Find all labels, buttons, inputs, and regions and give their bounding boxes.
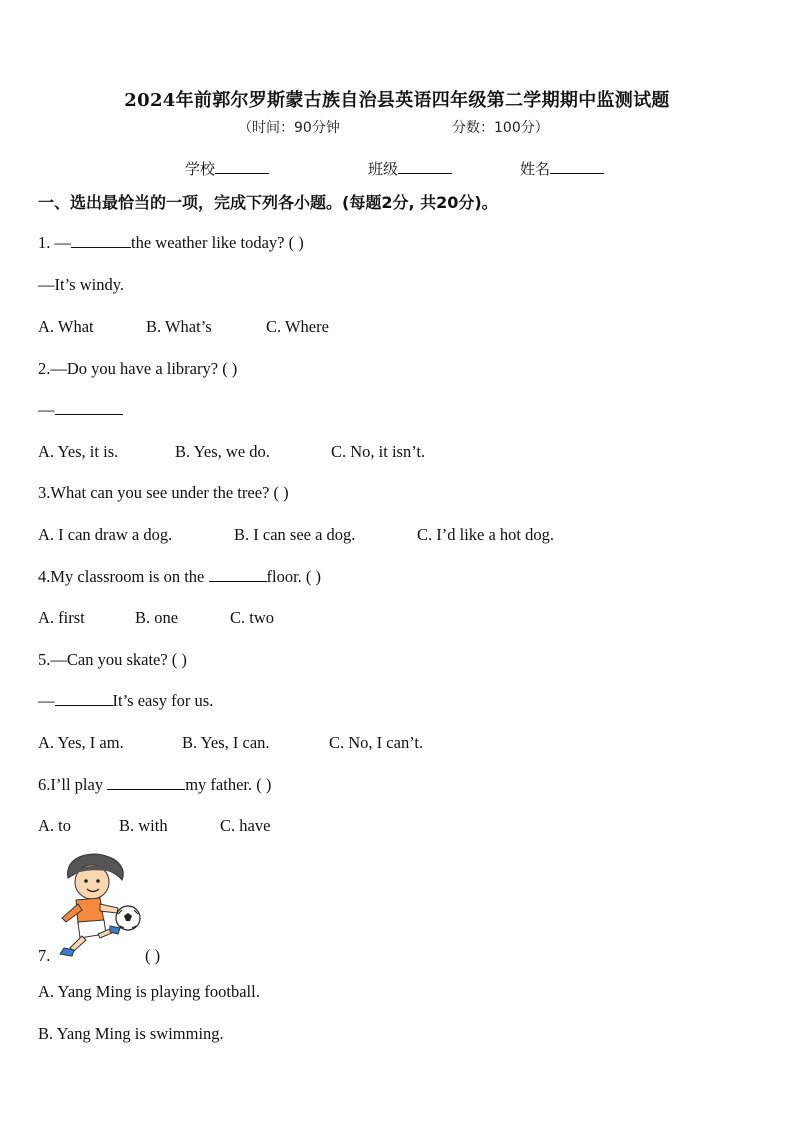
q1-option-c[interactable]: C. Where — [266, 317, 329, 336]
question-7-number: 7. — [38, 946, 51, 965]
q3-option-a[interactable]: A. I can draw a dog. — [38, 525, 173, 544]
q2-reply-dash: — — [38, 400, 55, 419]
q1-option-a[interactable]: A. What — [38, 317, 94, 336]
q5-option-a[interactable]: A. Yes, I am. — [38, 733, 124, 752]
question-6 — [38, 775, 271, 795]
q1-text: the weather like today? ( ) — [131, 233, 304, 252]
q6-option-b[interactable]: B. with — [119, 816, 168, 835]
q1-blank[interactable] — [71, 233, 131, 248]
q6-suffix: my father. ( ) — [185, 775, 272, 794]
boy-playing-football-image — [48, 848, 148, 960]
q5-option-c[interactable]: C. No, I can’t. — [329, 733, 424, 752]
q4-suffix: floor. ( ) — [266, 567, 322, 586]
school-blank[interactable] — [215, 159, 269, 174]
q1-option-b[interactable]: B. What’s — [146, 317, 212, 336]
q5-option-b[interactable]: B. Yes, I can. — [182, 733, 270, 752]
q2-reply — [38, 400, 123, 420]
q2-option-a[interactable]: A. Yes, it is. — [38, 442, 119, 461]
q5-blank[interactable] — [55, 691, 113, 706]
q5-reply-dash: — — [38, 691, 55, 710]
q6-option-a[interactable]: A. to — [38, 816, 71, 835]
q3-option-c[interactable]: C. I’d like a hot dog. — [417, 525, 555, 544]
question-3: 3.What can you see under the tree? ( ) — [38, 483, 289, 502]
exam-score: 分数：100分） — [452, 120, 549, 136]
question-5: 5.—Can you skate? ( ) — [38, 650, 187, 669]
name-label: 姓名 — [520, 160, 551, 178]
q1-reply: —It’s windy. — [38, 275, 125, 294]
q1-prefix: 1. — — [38, 233, 71, 252]
class-label: 班级 — [368, 160, 399, 178]
question-2: 2.—Do you have a library? ( ) — [38, 359, 238, 378]
q5-reply-text: It’s easy for us. — [112, 691, 214, 710]
q3-option-b[interactable]: B. I can see a dog. — [234, 525, 356, 544]
question-4 — [38, 567, 321, 587]
q6-prefix: 6.I’ll play — [38, 775, 108, 794]
q5-reply — [38, 691, 213, 711]
q7-answer-paren[interactable]: ( ) — [145, 946, 161, 965]
school-label: 学校 — [185, 160, 216, 178]
name-field[interactable] — [520, 158, 604, 179]
class-field[interactable] — [368, 158, 452, 179]
q6-option-c[interactable]: C. have — [220, 816, 271, 835]
name-blank[interactable] — [550, 159, 604, 174]
q4-option-b[interactable]: B. one — [135, 608, 179, 627]
question-1 — [38, 233, 304, 253]
section-heading: 一、选出最恰当的一项，完成下列各小题。(每题2分, 共20分)。 — [38, 193, 498, 212]
q7-option-b[interactable]: B. Yang Ming is swimming. — [38, 1024, 224, 1043]
q6-blank[interactable] — [107, 775, 185, 790]
q4-prefix: 4.My classroom is on the — [38, 567, 209, 586]
q4-option-a[interactable]: A. first — [38, 608, 85, 627]
q2-option-c[interactable]: C. No, it isn’t. — [331, 442, 426, 461]
q2-blank[interactable] — [55, 400, 123, 415]
q4-option-c[interactable]: C. two — [230, 608, 275, 627]
q4-blank[interactable] — [209, 567, 267, 582]
class-blank[interactable] — [398, 159, 452, 174]
page-title: 2024年前郭尔罗斯蒙古族自治县英语四年级第二学期期中监测试题 — [124, 90, 670, 111]
q7-option-a[interactable]: A. Yang Ming is playing football. — [38, 982, 260, 1001]
exam-time: （时间：90分钟 — [238, 120, 340, 136]
q2-option-b[interactable]: B. Yes, we do. — [175, 442, 270, 461]
school-field[interactable] — [185, 158, 269, 179]
